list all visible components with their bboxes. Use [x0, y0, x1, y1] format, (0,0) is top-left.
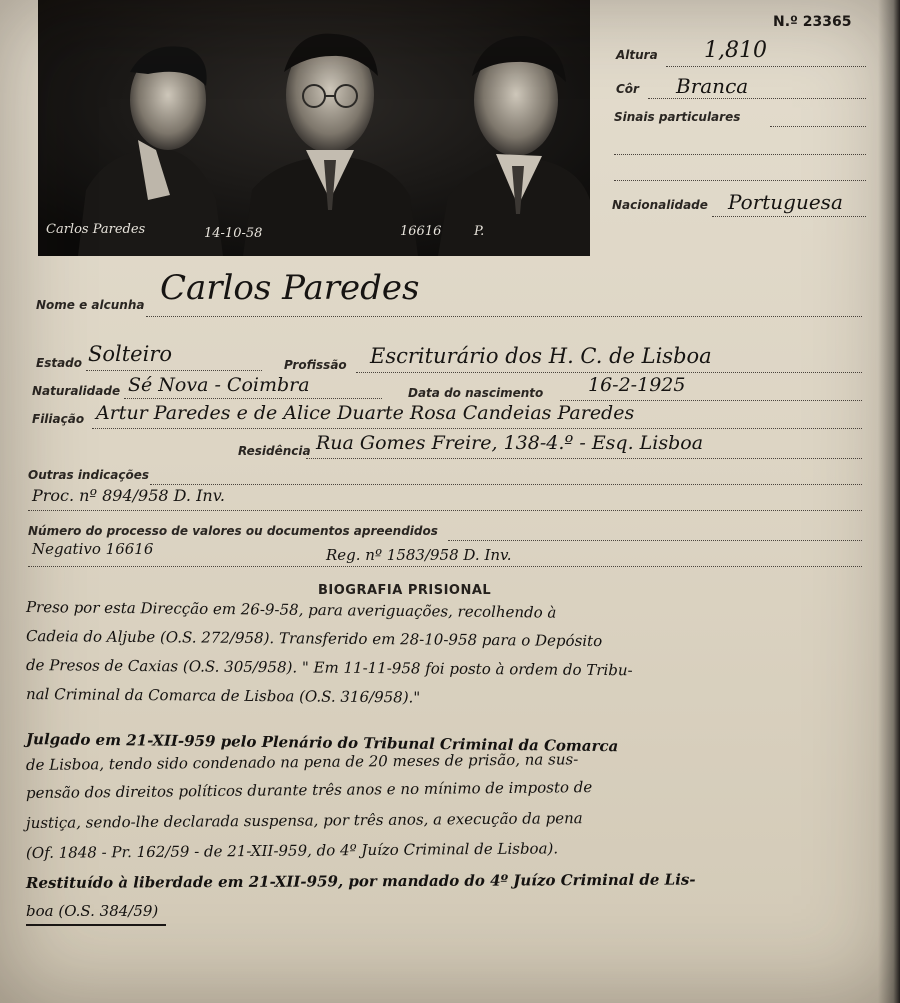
- biography-line: (Of. 1848 - Pr. 162/59 - de 21-XII-959, do 4º Juízo Criminal de Lisboa).: [25, 839, 559, 862]
- biography-line: boa (O.S. 384/59): [26, 902, 159, 920]
- binding-gutter: [878, 0, 900, 1003]
- parents-rule: [92, 428, 862, 429]
- state-rule: [86, 370, 262, 371]
- residence-rule: [306, 458, 862, 459]
- process-label: Número do processo de valores ou documentos apreendidos: [28, 524, 438, 538]
- height-label: Altura: [616, 48, 658, 62]
- photo-caption-negative: 16616: [400, 224, 442, 239]
- birthplace-label: Naturalidade: [32, 384, 121, 398]
- nationality-value: Portuguesa: [728, 190, 843, 214]
- process-value-left: Negativo 16616: [32, 540, 154, 558]
- nationality-rule: [712, 216, 866, 217]
- process-rule-1: [448, 540, 862, 541]
- mugshot-figures: [38, 0, 590, 256]
- birthplace-rule: [124, 398, 382, 399]
- profession-label: Profissão: [284, 358, 347, 372]
- marks-rule-2: [614, 154, 866, 155]
- process-rule-2: [28, 566, 862, 567]
- nationality-label: Nacionalidade: [612, 198, 708, 212]
- biography-end-stroke: [26, 924, 166, 926]
- height-rule: [666, 66, 866, 67]
- color-label: Côr: [616, 82, 639, 96]
- marks-label: Sinais particulares: [614, 110, 741, 124]
- biography-line: Preso por esta Direcção em 26-9-58, para averiguações, recolhendo à: [25, 598, 557, 622]
- color-rule: [648, 98, 866, 99]
- residence-label: Residência: [238, 444, 311, 458]
- other-rule-2: [28, 510, 862, 511]
- other-rule-1: [150, 484, 862, 485]
- marks-rule-1: [770, 126, 866, 127]
- card-number: N.º 23365: [773, 14, 852, 30]
- height-value: 1,810: [704, 38, 767, 63]
- name-value: Carlos Paredes: [160, 268, 420, 308]
- marks-rule-3: [614, 180, 866, 181]
- process-value-right: Reg. nº 1583/958 D. Inv.: [326, 546, 512, 564]
- other-value: Proc. nº 894/958 D. Inv.: [32, 486, 225, 505]
- biography-line: pensão dos direitos políticos durante três anos e no mínimo de imposto de: [25, 778, 593, 802]
- photo-caption-name: Carlos Paredes: [46, 222, 146, 237]
- state-label: Estado: [36, 356, 83, 370]
- biography-line: Cadeia do Aljube (O.S. 272/958). Transferido em 28-10-958 para o Depósito: [25, 627, 603, 651]
- biography-line: de Presos de Caxias (O.S. 305/958). " Em 11-11-958 foi posto à ordem do Tribu-: [25, 656, 633, 680]
- parents-value: Artur Paredes e de Alice Duarte Rosa Candeias Paredes: [96, 402, 635, 424]
- biography-line: nal Criminal da Comarca de Lisboa (O.S. 316/958).": [25, 685, 421, 707]
- profession-rule: [356, 372, 862, 373]
- name-label: Nome e alcunha: [36, 298, 145, 312]
- photo-caption-date: 14-10-58: [204, 226, 263, 241]
- state-value: Solteiro: [88, 342, 173, 366]
- residence-value: Rua Gomes Freire, 138-4.º - Esq. Lisboa: [316, 432, 704, 454]
- birthplace-value: Sé Nova - Coimbra: [128, 374, 310, 396]
- birthdate-value: 16-2-1925: [588, 374, 686, 396]
- birthdate-rule: [560, 400, 862, 401]
- biography-line: Restituído à liberdade em 21-XII-959, por mandado do 4º Juízo Criminal de Lis-: [25, 870, 696, 892]
- color-value: Branca: [676, 74, 749, 98]
- biography-line: justiça, sendo-lhe declarada suspensa, por três anos, a execução da pena: [25, 809, 583, 832]
- birthdate-label: Data do nascimento: [408, 386, 544, 400]
- photo-caption-initial: P.: [474, 224, 485, 239]
- mugshot-photo: [38, 0, 590, 256]
- profession-value: Escriturário dos H. C. de Lisboa: [370, 344, 712, 368]
- biography-line: de Lisboa, tendo sido condenado na pena de 20 meses de prisão, na sus-: [25, 750, 579, 774]
- other-label: Outras indicações: [28, 468, 150, 482]
- biography-line: Julgado em 21-XII-959 pelo Plenário do Tribunal Criminal da Comarca: [25, 730, 619, 756]
- biography-title: BIOGRAFIA PRISIONAL: [318, 583, 492, 598]
- parents-label: Filiação: [32, 412, 85, 426]
- name-rule: [146, 316, 862, 317]
